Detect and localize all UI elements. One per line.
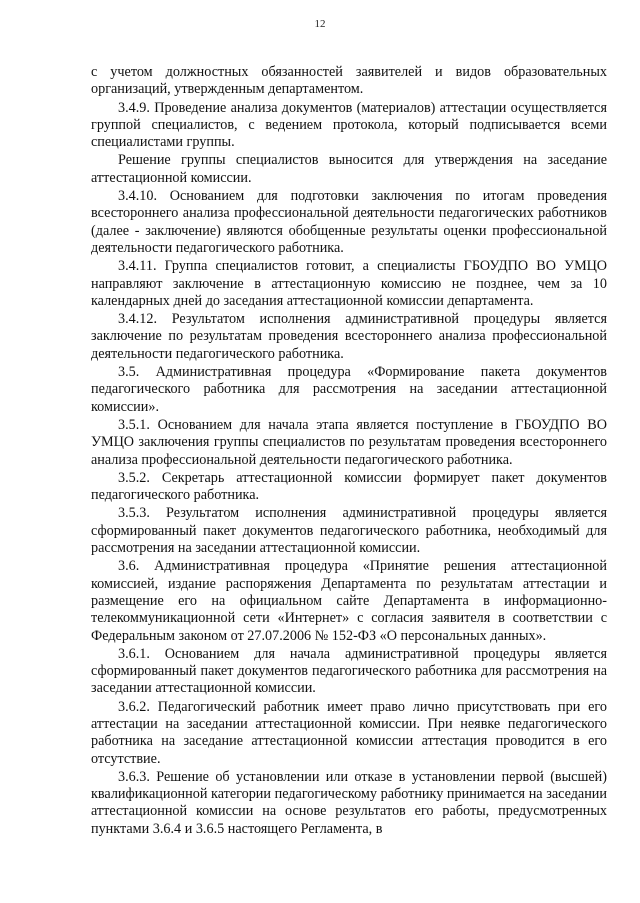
paragraph: 3.4.12. Результатом исполнения административной процедуры является заключение по результатам проведения всестороннего анализа профессиональной деятельности педагогического работника.: [91, 311, 607, 362]
paragraph: 3.5.2. Секретарь аттестационной комиссии формирует пакет документов педагогического работника.: [91, 469, 607, 504]
paragraph: 3.4.11. Группа специалистов готовит, а специалисты ГБОУДПО ВО УМЦО направляют заключение в аттестационную комиссию не позднее, чем за 10 календарных дней до заседания аттестационной комиссии департамента.: [91, 258, 607, 309]
paragraph: 3.6.2. Педагогический работник имеет право лично присутствовать при его аттестации на заседании аттестационной комиссии. При неявке педагогического работника на заседание аттестационной комиссии аттестация проводится в его отсутствие.: [91, 698, 607, 767]
paragraph: 3.6.3. Решение об установлении или отказе в установлении первой (высшей) квалификационной категории педагогическому работнику принимается на заседании аттестационной комиссии на основе результатов его работы, предусмотренных пунктами 3.6.4 и 3.6.5 настоящего Регламента, в: [91, 768, 607, 837]
document-body: [91, 64, 607, 839]
paragraph: с учетом должностных обязанностей заявителей и видов образовательных организаций, утвержденным департаментом.: [91, 64, 607, 98]
paragraph: 3.4.10. Основанием для подготовки заключения по итогам проведения всестороннего анализа профессиональной деятельности педагогических работников (далее - заключение) являются обобщенные результаты оценки профессиональной деятельности педагогического работника.: [91, 188, 607, 256]
paragraph: 3.6.1. Основанием для начала административной процедуры является сформированный пакет документов педагогического работника для рассмотрения на заседании аттестационной комиссии.: [91, 645, 607, 697]
paragraph: 3.4.9. Проведение анализа документов (материалов) аттестации осуществляется группой специалистов, с ведением протокола, который подписывается всеми специалистами группы.: [91, 99, 607, 151]
paragraph: 3.6. Административная процедура «Принятие решения аттестационной комиссией, издание распоряжения Департамента по результатам аттестации и размещение его на официальном сайте Департамента в информационно-телекоммуникационной сети «Интернет» с согласия заявителя в соответствии с Федеральным законом от 27.07.2006 № 152-ФЗ «О персональных данных».: [91, 558, 607, 644]
paragraph: 3.5. Административная процедура «Формирование пакета документов педагогического работника для рассмотрения на заседании аттестационной комиссии».: [91, 364, 607, 415]
paragraph: 3.5.1. Основанием для начала этапа является поступление в ГБОУДПО ВО УМЦО заключения группы специалистов по результатам проведения всестороннего анализа профессиональной деятельности педагогического работника.: [91, 416, 607, 468]
page-number: 12: [314, 18, 326, 30]
paragraph: 3.5.3. Результатом исполнения административной процедуры является сформированный пакет документов педагогического работника, необходимый для рассмотрения на заседании аттестационной комиссии.: [91, 505, 607, 557]
paragraph: Решение группы специалистов выносится для утверждения на заседание аттестационной комиссии.: [91, 152, 607, 186]
